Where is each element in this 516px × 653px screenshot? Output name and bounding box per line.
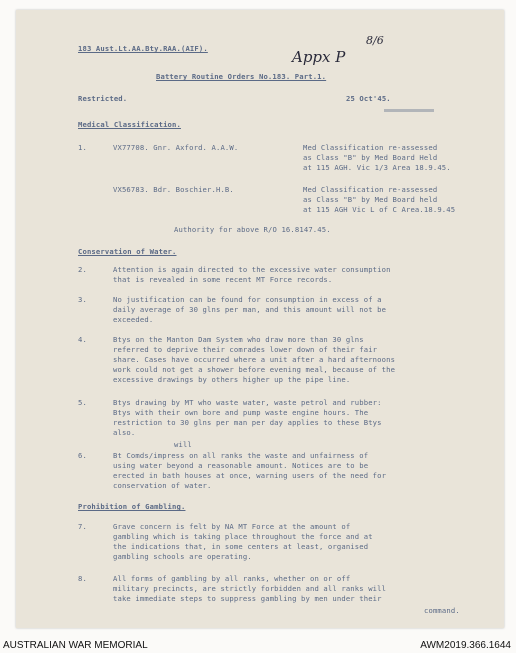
continuation-word: command. <box>424 606 460 615</box>
soldier-name: VX56783. Bdr. Boschier.H.B. <box>113 185 234 194</box>
item-number: 2. <box>78 265 87 274</box>
item-number: 1. <box>78 143 87 152</box>
item-number: 3. <box>78 295 87 304</box>
paragraph-line: military precincts, are strictly forbidden and all ranks will <box>113 584 387 593</box>
handwritten-annotation: Appx P <box>292 48 346 66</box>
paragraph-line: Attention is again directed to the excessive water consumption <box>113 265 391 274</box>
paragraph-line: Grave concern is felt by NA MT Force at the amount of <box>113 522 351 531</box>
paragraph-line: Btys on the Manton Dam System who draw more than 30 glns <box>113 335 364 344</box>
item-number: 7. <box>78 522 87 531</box>
medical-heading: Medical Classification. <box>78 120 181 129</box>
unit-heading: 183 Aust.Lt.AA.Bty.RAA.(AIF). <box>78 44 208 53</box>
paragraph-line: the indications that, in some centers at least, organised <box>113 542 369 551</box>
water-heading: Conservation of Water. <box>78 247 177 256</box>
archive-credit: AUSTRALIAN WAR MEMORIAL <box>3 640 148 651</box>
paragraph-line: using water beyond a reasonable amount. Notices are to be <box>113 461 369 470</box>
soldier-name: VX77708. Gnr. Axford. A.A.W. <box>113 143 239 152</box>
item-number: 6. <box>78 451 87 460</box>
page-number: 8/6 <box>366 34 384 47</box>
paragraph-line: referred to deprive their comrades lower down of their fair <box>113 345 378 354</box>
paragraph-line: share. Cases have occurred where a unit after a hard afternoons <box>113 355 396 364</box>
item-number: 8. <box>78 574 87 583</box>
paragraph-line: conservation of water. <box>113 481 212 490</box>
paragraph-line: No justification can be found for consumption in excess of a <box>113 295 382 304</box>
document-date: 25 Oct'45. <box>346 94 391 103</box>
document-page <box>16 10 504 628</box>
paragraph-line: gambling schools are operating. <box>113 552 252 561</box>
paragraph-line: exceeded. <box>113 315 154 324</box>
classification-line: at 115 AGH. Vic 1/3 Area 18.9.45. <box>303 163 451 172</box>
classification-line: Med Classification re-assessed <box>303 185 438 194</box>
paragraph-line: excessive drawings by others higher up the pipe line. <box>113 375 351 384</box>
gambling-heading: Prohibition of Gambling. <box>78 502 186 511</box>
redaction-line <box>384 109 434 112</box>
paragraph-line: Bt Comds/impress on all ranks the waste and unfairness of <box>113 451 369 460</box>
item-number: 4. <box>78 335 87 344</box>
paragraph-line: gambling which is taking place throughout the force and at <box>113 532 373 541</box>
paragraph-line: Btys with their own bore and pump waste engine hours. The <box>113 408 369 417</box>
authority-line: Authority for above R/O 16.8147.45. <box>174 225 331 234</box>
restricted-label: Restricted. <box>78 94 128 103</box>
classification-line: Med Classification re-assessed <box>303 143 438 152</box>
paragraph-line: daily average of 30 glns per man, and this amount will not be <box>113 305 387 314</box>
typed-insertion: will <box>174 440 192 449</box>
classification-line: at 115 AGH Vic L of C Area.18.9.45 <box>303 205 456 214</box>
paragraph-line: erected in bath houses at once, warning users of the need for <box>113 471 387 480</box>
classification-line: as Class "B" by Med Board held <box>303 195 438 204</box>
classification-line: as Class "B" by Med Board Held <box>303 153 438 162</box>
paragraph-line: take immediate steps to suppress gambling by men under their <box>113 594 382 603</box>
paragraph-line: also. <box>113 428 136 437</box>
item-number: 5. <box>78 398 87 407</box>
paragraph-line: work could not get a shower before evening meal, because of the <box>113 365 396 374</box>
paragraph-line: Btys drawing by MT who waste water, waste petrol and rubber: <box>113 398 382 407</box>
paragraph-line: All forms of gambling by all ranks, whether on or off <box>113 574 351 583</box>
paragraph-line: that is revealed in some recent MT Force records. <box>113 275 333 284</box>
archive-reference: AWM2019.366.1644 <box>420 640 511 651</box>
paragraph-line: restriction to 30 glns per man per day applies to these Btys <box>113 418 382 427</box>
document-title: Battery Routine Orders No.183. Part.1. <box>156 72 327 81</box>
